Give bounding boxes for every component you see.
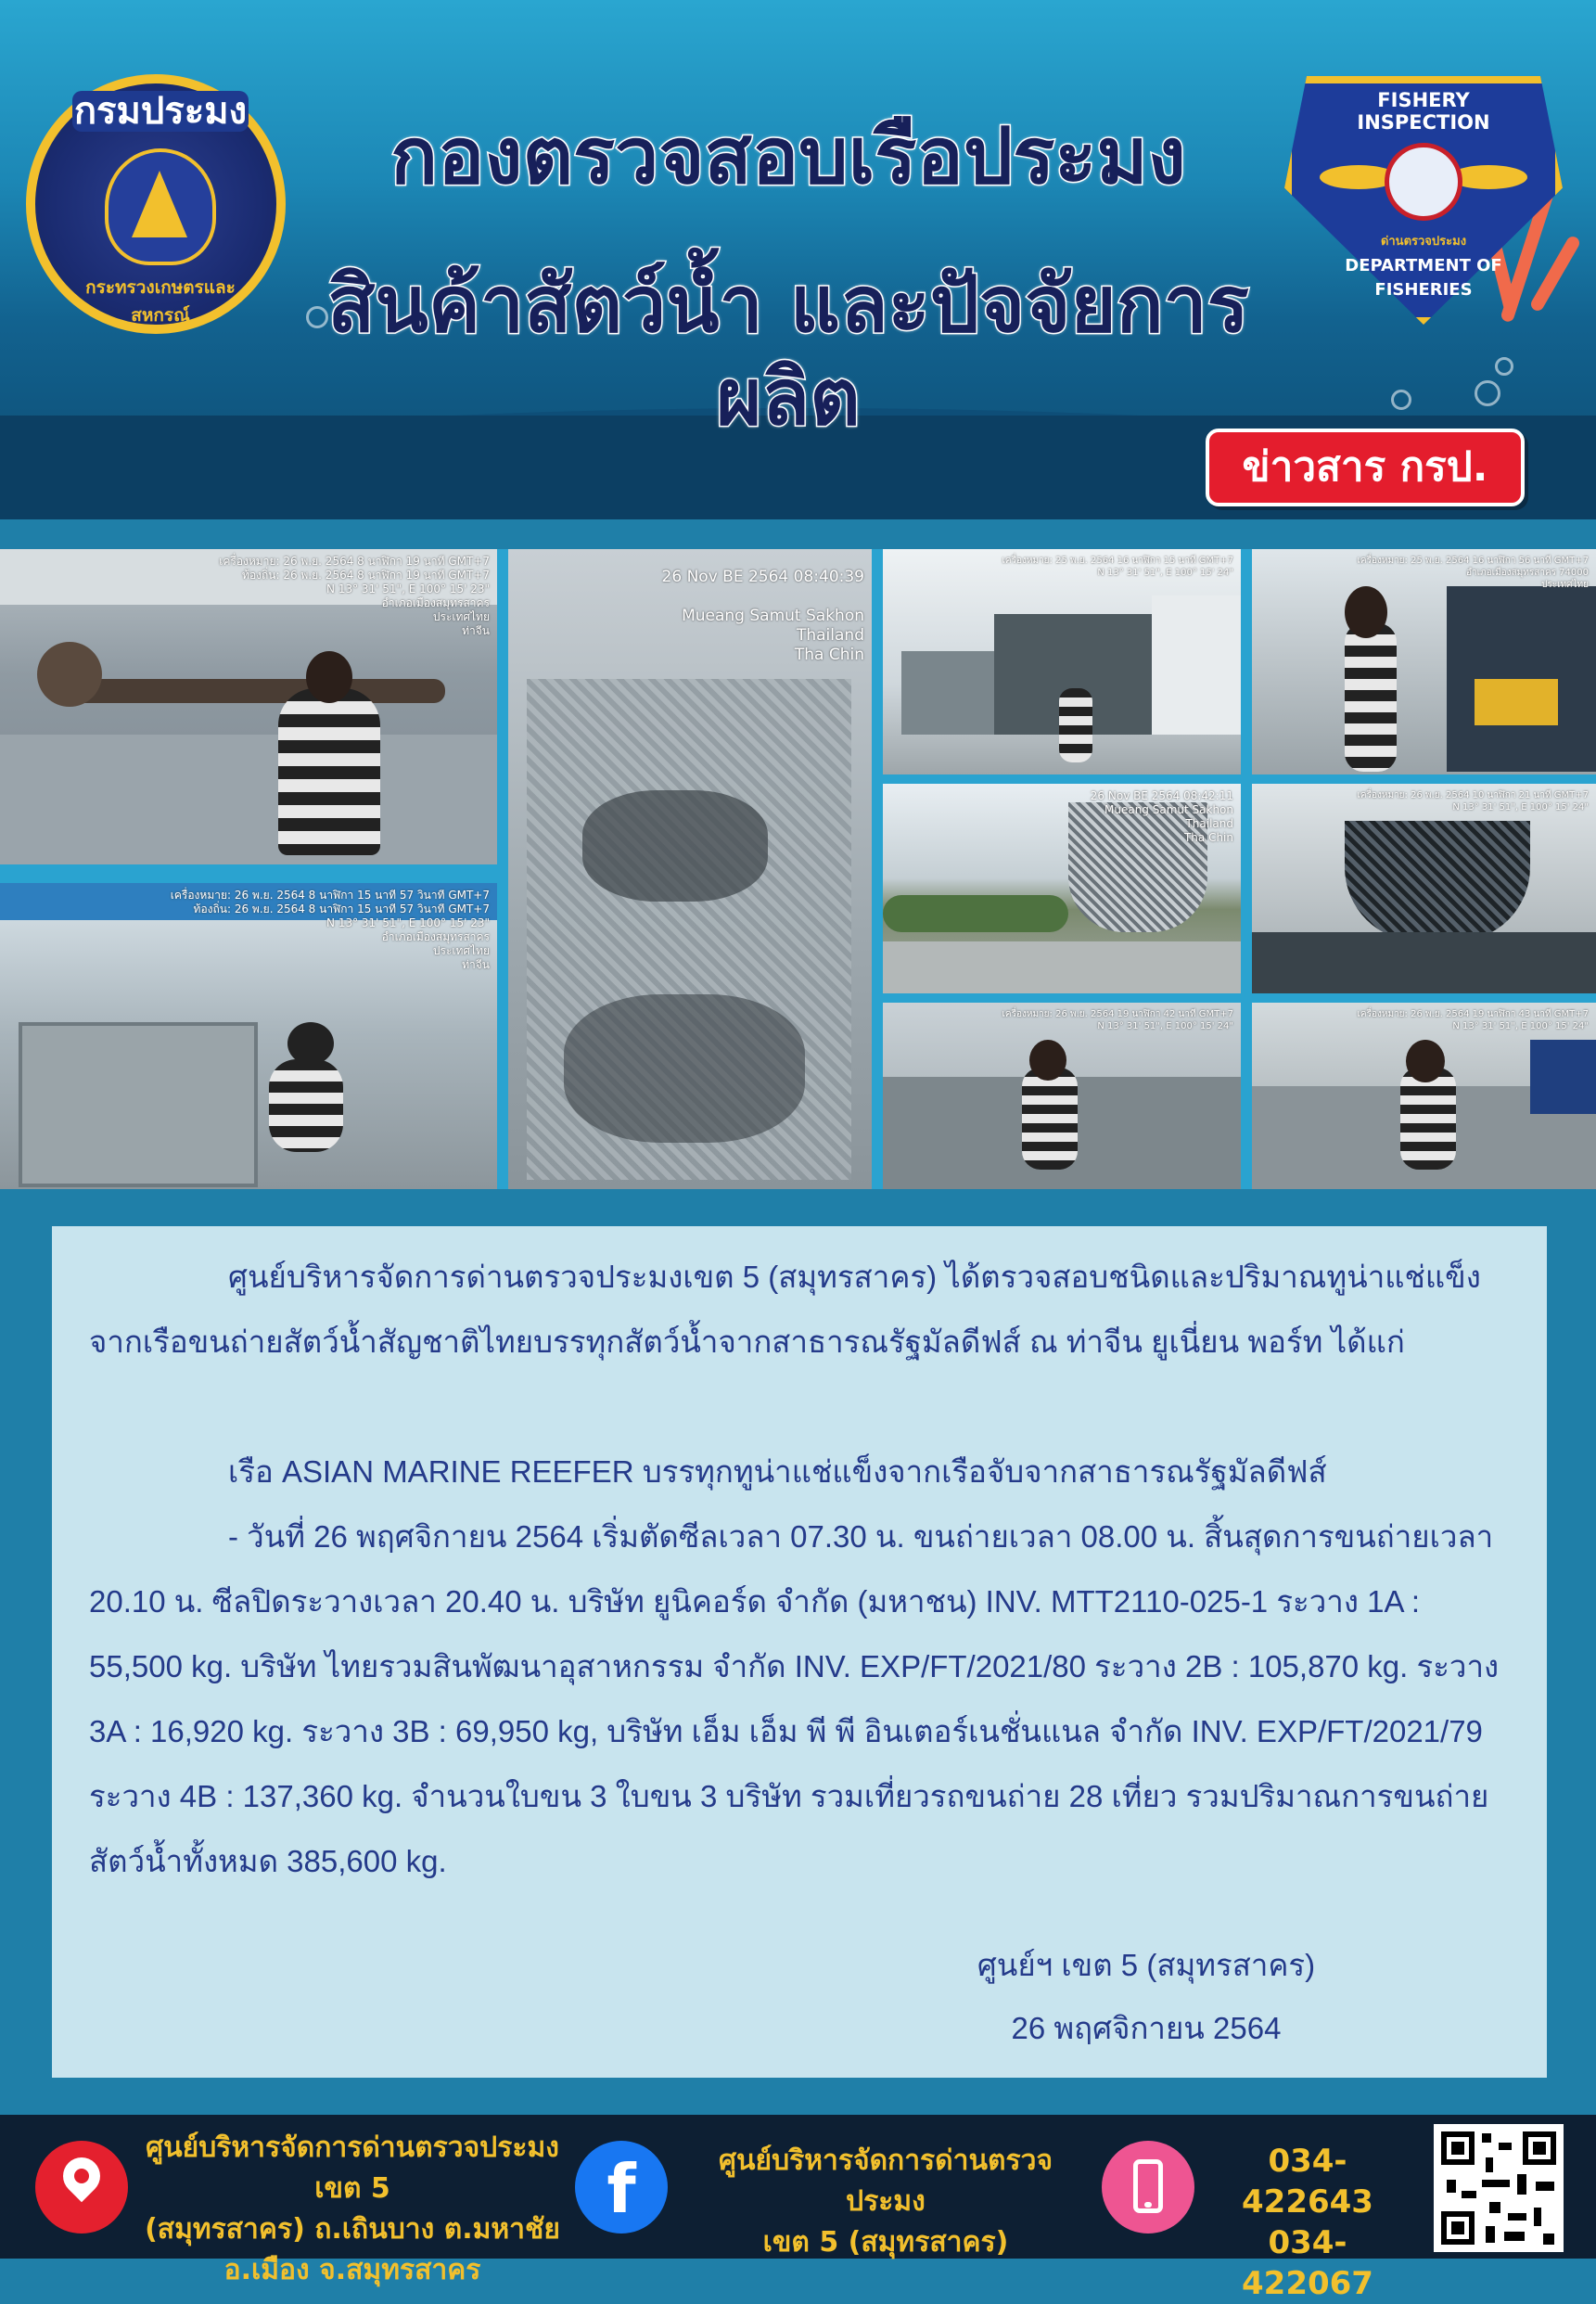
fishery-inspection-badge bbox=[1284, 76, 1563, 325]
seal-top-text: กรมประมง bbox=[73, 90, 248, 133]
signature-office: ศูนย์ฯ เขต 5 (สมุทรสาคร) bbox=[977, 1948, 1316, 1982]
photo-net-lift bbox=[883, 784, 1241, 993]
photo-hatch-seal-2 bbox=[1252, 1003, 1596, 1189]
phone-number-2: 034-422067 bbox=[1242, 2224, 1373, 2302]
photo-timestamp: 26 Nov BE 2564 08:42:11 Mueang Samut Sakhon Thailand Tha Chin bbox=[1090, 789, 1233, 844]
seal-bottom-text: กระทรวงเกษตรและสหกรณ์ bbox=[85, 277, 236, 326]
bubble-decoration bbox=[1475, 380, 1500, 406]
photo-deck-chain bbox=[0, 549, 497, 864]
body-paragraph-vessel: เรือ ASIAN MARINE REEFER บรรทุกทูน่าแช่แข็งจากเรือจับจากสาธารณรัฐมัลดีฟส์ bbox=[228, 1454, 1327, 1489]
photo-frozen-tuna bbox=[508, 549, 872, 1189]
footer-phones bbox=[1206, 2141, 1410, 2304]
badge-top-text: FISHERY INSPECTION bbox=[1357, 89, 1490, 134]
photo-hatch-inspection bbox=[0, 883, 497, 1189]
phone-number-1: 034-422643 bbox=[1242, 2143, 1373, 2221]
seal-emblem-icon bbox=[105, 148, 216, 265]
photo-timestamp: เครื่องหมาย: 26 พ.ย. 2564 8 นาฬิกา 19 นาที GMT+7 ท้องถิ่น: 26 พ.ย. 2564 8 นาฬิกา 19 นาที GMT+7 N 13° 31' 51", E 100° 15' 23" อำเภอเมืองสมุทรสาคร ประเทศไทย ท่าจีน bbox=[219, 555, 490, 637]
photo-timestamp: เครื่องหมาย: 26 พ.ย. 2564 8 นาฬิกา 15 นาที 57 วินาที GMT+7 ท้องถิ่น: 26 พ.ย. 2564 8 นาฬิกา 15 นาที 57 วินาที GMT+7 N 13° 31' 51", E 100° 15' 23" อำเภอเมืองสมุทรสาคร ประเทศไทย ท่าจีน bbox=[170, 889, 490, 971]
photo-hatch-seal-evening bbox=[883, 1003, 1241, 1189]
page-title-line1: กองตรวจสอบเรือประมง bbox=[390, 110, 1186, 201]
page-title-line2: สินค้าสัตว์น้ำ และปัจจัยการผลิต bbox=[327, 259, 1249, 442]
photo-truck-unloading bbox=[883, 549, 1241, 774]
photo-timestamp: เครื่องหมาย: 25 พ.ย. 2564 16 นาฬิกา 15 นาที GMT+7 N 13° 31' 51", E 100° 15' 24" bbox=[1002, 556, 1233, 578]
department-of-fisheries-seal bbox=[26, 74, 286, 334]
news-badge: ข่าวสาร กรป. bbox=[1206, 429, 1525, 506]
footer-facebook-page[interactable]: ศูนย์บริหารจัดการด่านตรวจประมง เขต 5 (สมุทรสาคร) bbox=[718, 2144, 1053, 2259]
body-paragraph-details: - วันที่ 26 พฤศจิกายน 2564 เริ่มตัดซีลเวลา 07.30 น. ขนถ่ายเวลา 08.00 น. สิ้นสุดการขนถ่ายเวลา 20.10 น. ซีลปิดระวางเวลา 20.40 น. บริษัท ยูนิคอร์ด จำกัด (มหาชน) INV. MTT2110-025-1 ระวาง 1A : 55,500 kg. บริษัท ไทยรวมสินพัฒนาอุสาหกรรม จำกัด INV. EXP/FT/2021/80 ระวาง 2B : 105,870 kg. ระวาง 3A : 16,920 kg. ระวาง 3B : 69,950 kg, บริษัท เอ็ม เอ็ม พี พี อินเตอร์เนชั่นแนล จำกัด INV. EXP/FT/2021/79 ระวาง 4B : 137,360 kg. จำนวนใบขน 3 ใบขน 3 บริษัท รวมเที่ยวรถขนถ่าย 28 เที่ยว รวมปริมาณการขนถ่ายสัตว์น้ำทั้งหมด 385,600 kg. bbox=[89, 1519, 1500, 1878]
photo-timestamp: 26 Nov BE 2564 08:40:39 Mueang Samut Sakhon Thailand Tha Chin bbox=[661, 568, 864, 664]
phone-icon bbox=[1102, 2141, 1194, 2234]
photo-timestamp: เครื่องหมาย: 26 พ.ย. 2564 19 นาฬิกา 43 นาที GMT+7 N 13° 31' 51", E 100° 15' 24" bbox=[1357, 1009, 1589, 1031]
badge-center-emblem-icon bbox=[1385, 143, 1462, 221]
photo-truck-seal bbox=[1252, 549, 1596, 774]
header-banner bbox=[0, 0, 1596, 519]
photo-timestamp: เครื่องหมาย: 25 พ.ย. 2564 16 นาฬิกา 56 นาที GMT+7 อำเภอเมืองสมุทรสาคร 74000 ประเทศไทย bbox=[1357, 556, 1589, 590]
news-body-panel bbox=[52, 1226, 1547, 2078]
photo-timestamp: เครื่องหมาย: 26 พ.ย. 2564 19 นาฬิกา 42 นาที GMT+7 N 13° 31' 51", E 100° 15' 24" bbox=[1002, 1009, 1233, 1031]
facebook-icon[interactable]: f bbox=[575, 2141, 668, 2234]
body-paragraph-intro: ศูนย์บริหารจัดการด่านตรวจประมงเขต 5 (สมุทรสาคร) ได้ตรวจสอบชนิดและปริมาณทูน่าแช่แข็งจากเรือขนถ่ายสัตว์น้ำสัญชาติไทยบรรทุกสัตว์น้ำจากสาธารณรัฐมัลดีฟส์ ณ ท่าจีน ยูเนี่ยน พอร์ท ได้แก่ bbox=[89, 1260, 1481, 1359]
qr-code[interactable] bbox=[1434, 2124, 1564, 2252]
footer-address: ศูนย์บริหารจัดการด่านตรวจประมง เขต 5 (สมุทรสาคร) ถ.เถินบาง ต.มหาชัย อ.เมือง จ.สมุทรสาคร bbox=[145, 2131, 560, 2286]
photo-grid bbox=[0, 549, 1596, 1189]
photo-net-truck bbox=[1252, 784, 1596, 993]
location-pin-icon bbox=[35, 2141, 128, 2234]
bubble-decoration bbox=[1391, 390, 1411, 410]
signature-date: 26 พฤศจิกายน 2564 bbox=[1011, 2011, 1282, 2045]
badge-bottom-text: ด่านตรวจประมง DEPARTMENT OF FISHERIES bbox=[1345, 235, 1502, 300]
photo-timestamp: เครื่องหมาย: 26 พ.ย. 2564 10 นาฬิกา 21 นาที GMT+7 N 13° 31' 51", E 100° 15' 24" bbox=[1357, 790, 1589, 813]
bubble-decoration bbox=[1495, 357, 1513, 376]
